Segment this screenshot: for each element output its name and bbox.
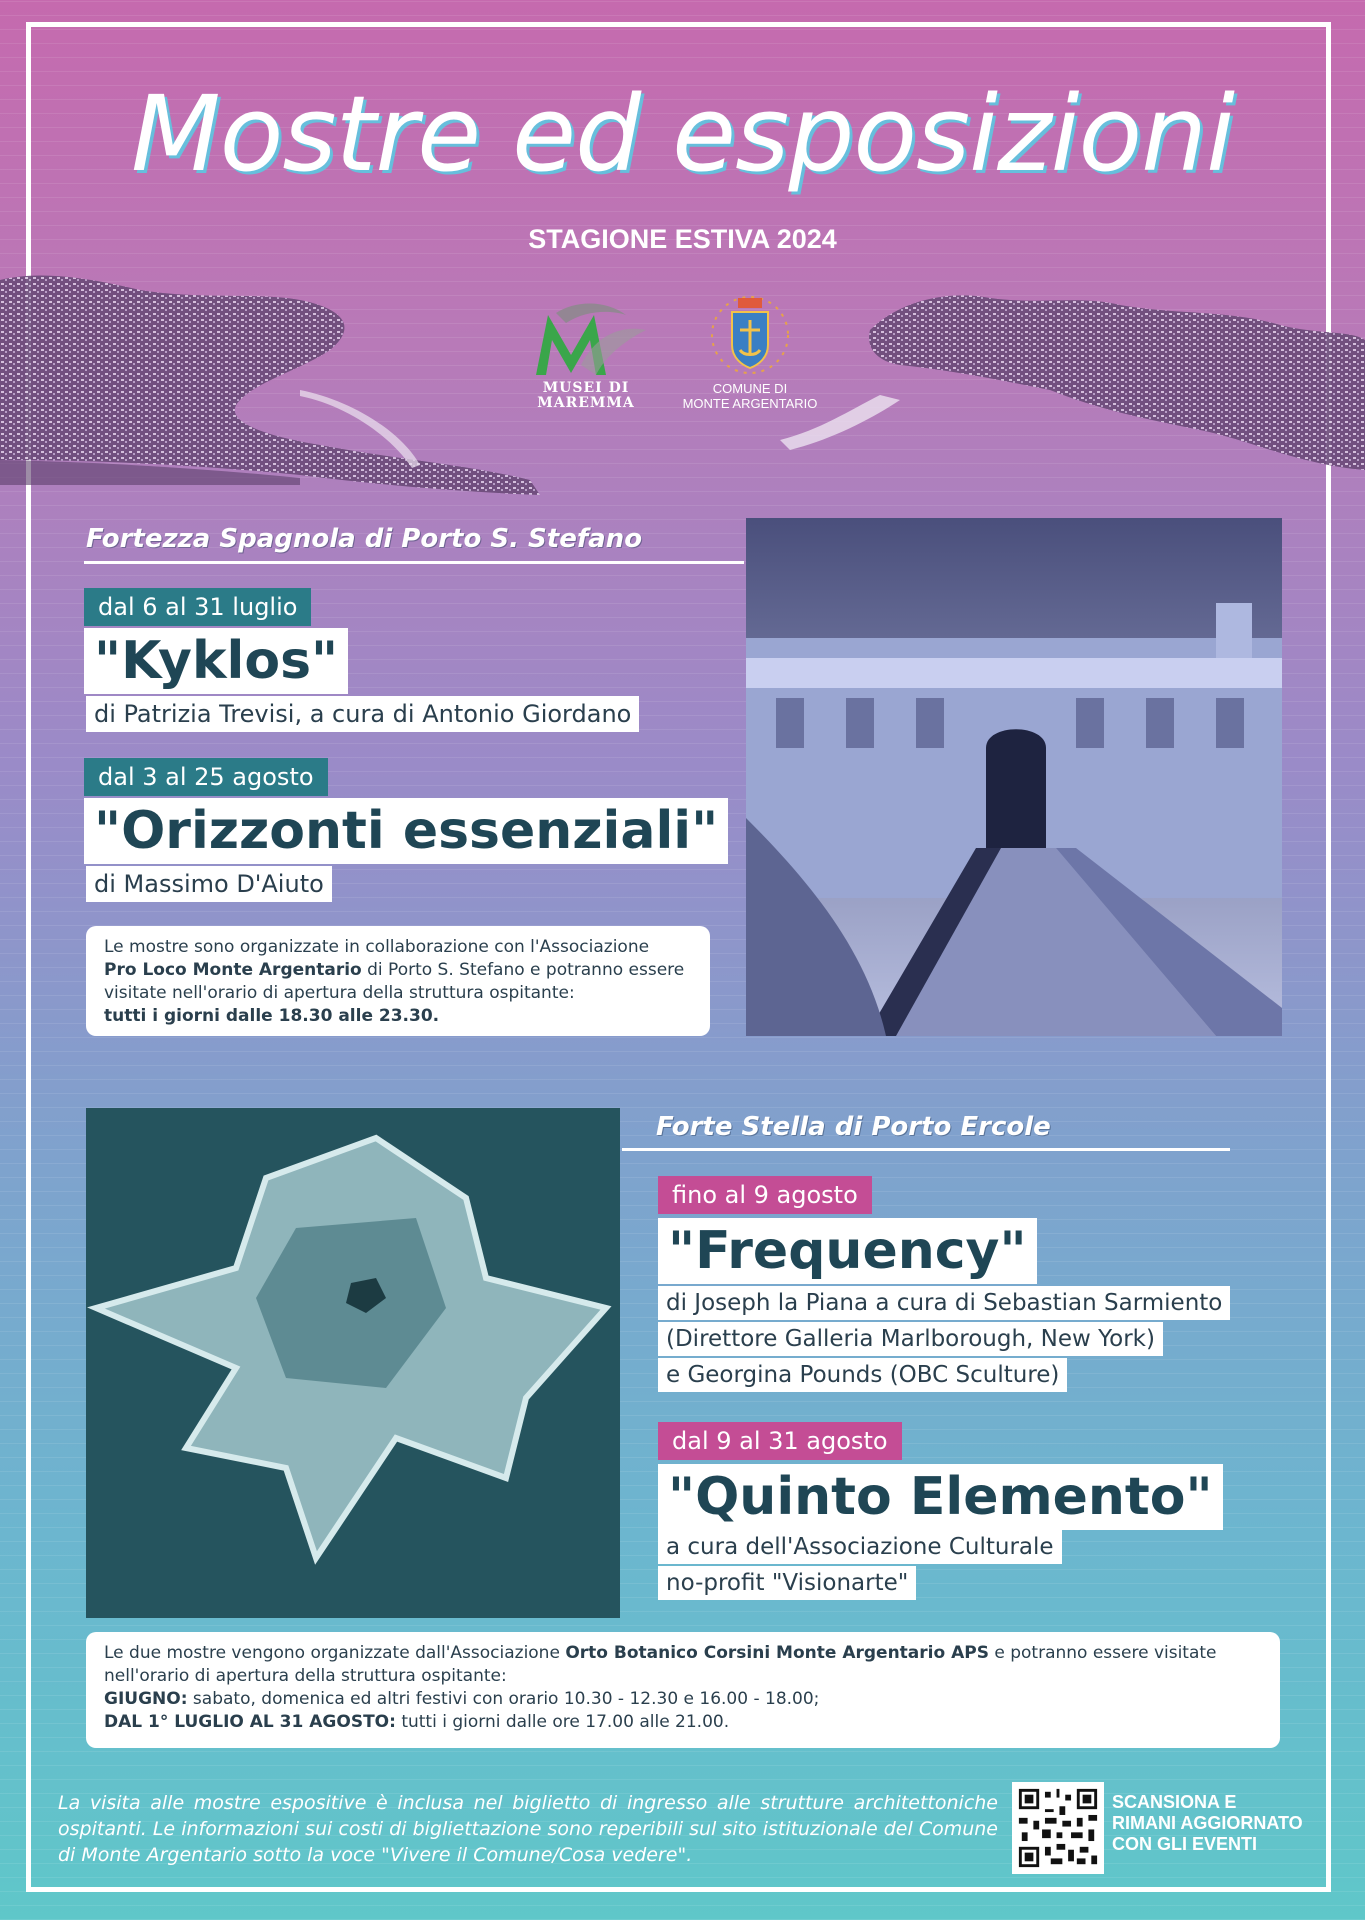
exhibit1-title: "Kyklos"	[84, 628, 348, 694]
section2-info-text1: Le due mostre vengono organizzate dall'Associazione	[104, 1643, 566, 1663]
qr-label-line2: RIMANI AGGIORNATO	[1112, 1813, 1303, 1833]
section1-info-text2: di Porto S. Stefano e potranno essere visitate nell'orario di apertura della struttura ospitante:	[104, 960, 685, 1003]
exhibit2-credit: di Massimo D'Aiuto	[86, 866, 332, 902]
comune-label-line1: COMUNE DI	[712, 381, 788, 396]
section2-info-bold1: Orto Botanico Corsini Monte Argentario APS	[565, 1643, 989, 1663]
section1-info-bold1: Pro Loco Monte Argentario	[104, 960, 362, 980]
qr-label-line3: CON GLI EVENTI	[1112, 1834, 1258, 1854]
exhibit1-credit: di Patrizia Trevisi, a cura di Antonio Giordano	[86, 696, 639, 732]
main-title: Mostre ed esposizioni	[131, 73, 1234, 195]
qr-code-icon[interactable]	[1012, 1782, 1104, 1874]
section1-rule	[84, 561, 744, 564]
exhibit3-credit-line2: (Direttore Galleria Marlborough, New York)	[658, 1322, 1163, 1356]
fortezza-spagnola-photo	[746, 518, 1282, 1036]
musei-di-maremma-logo	[526, 295, 666, 415]
musei-m-icon	[526, 295, 656, 385]
section1-info-bold2: tutti i giorni dalle 18.30 alle 23.30.	[104, 1006, 440, 1026]
section2-info-label1: GIUGNO:	[104, 1689, 188, 1709]
exhibit2-title: "Orizzonti essenziali"	[84, 798, 728, 864]
exhibit4-credit-line2: no-profit "Visionarte"	[658, 1566, 916, 1600]
musei-label-line2: MAREMMA	[537, 394, 635, 411]
section2-rule	[622, 1148, 1230, 1151]
forte-stella-photo	[86, 1108, 620, 1618]
comune-label-line2: MONTE ARGENTARIO	[682, 395, 818, 411]
musei-label-line1: MUSEI DI	[542, 380, 630, 396]
comune-monte-argentario-logo	[670, 290, 830, 420]
exhibit4-date-tag: dal 9 al 31 agosto	[658, 1422, 902, 1460]
exhibit4-credit-line1: a cura dell'Associazione Culturale	[658, 1530, 1062, 1564]
section2-title: Forte Stella di Porto Ercole	[656, 1112, 1051, 1142]
section2-info-label2: DAL 1° LUGLIO AL 31 AGOSTO:	[104, 1712, 396, 1732]
footer-notice: La visita alle mostre espositive è inclusa nel biglietto di ingresso alle strutture architettoniche ospitanti. Le informazioni sui costi di bigliettazione sono reperibili sul sito istituzionale del Comune di Monte Argentario sotto la voce "Vivere il Comune/Cosa vedere".	[58, 1792, 998, 1866]
section2-info-schedule1: sabato, domenica ed altri festivi con orario 10.30 - 12.30 e 16.00 - 18.00;	[187, 1689, 820, 1709]
qr-label	[1112, 1792, 1322, 1855]
exhibit3-date-tag: fino al 9 agosto	[658, 1176, 872, 1214]
exhibit2-date-tag: dal 3 al 25 agosto	[84, 758, 328, 796]
section2-info-text2: e potranno essere visitate nell'orario di apertura della struttura ospitante:	[104, 1643, 1217, 1686]
section1-info-box	[86, 926, 710, 1036]
exhibit4-title: "Quinto Elemento"	[658, 1464, 1223, 1530]
section1-title: Fortezza Spagnola di Porto S. Stefano	[86, 524, 643, 554]
exhibit3-credit-line3: e Georgina Pounds (OBC Sculture)	[658, 1358, 1067, 1392]
exhibit3-title: "Frequency"	[658, 1218, 1037, 1284]
coat-of-arms-icon	[670, 290, 830, 380]
exhibit1-date-tag: dal 6 al 31 luglio	[84, 588, 311, 626]
section2-info-schedule2: tutti i giorni dalle ore 17.00 alle 21.00.	[395, 1712, 730, 1732]
exhibit3-credit-line1: di Joseph la Piana a cura di Sebastian Sarmiento	[658, 1286, 1230, 1320]
section2-info-box	[86, 1632, 1280, 1748]
qr-label-line1: SCANSIONA E	[1112, 1792, 1237, 1812]
subtitle: STAGIONE ESTIVA 2024	[528, 224, 837, 254]
section1-info-text1: Le mostre sono organizzate in collaborazione con l'Associazione	[104, 937, 650, 957]
